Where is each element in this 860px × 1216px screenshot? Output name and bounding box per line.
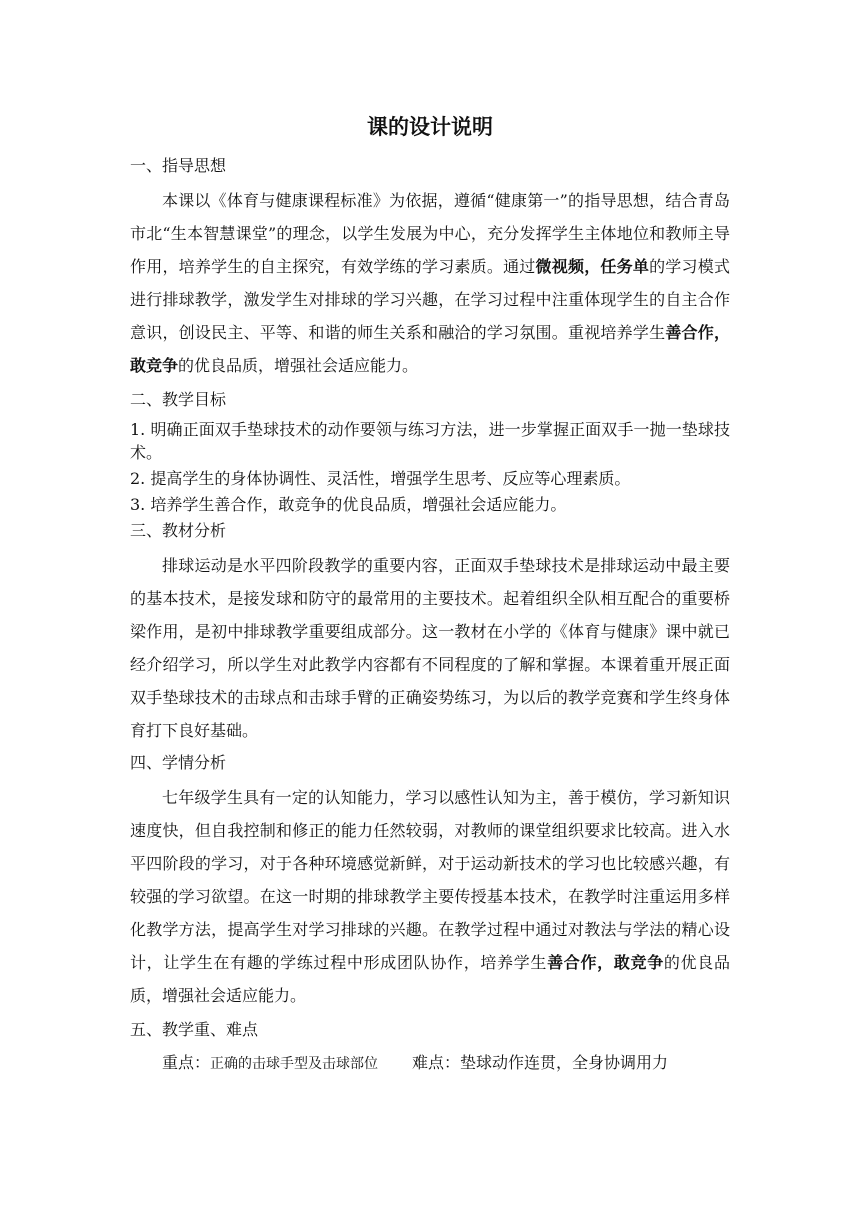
- bold-run: 善合作，敢竞争: [130, 323, 730, 375]
- key-point-value: 正确的击球手型及击球部位: [210, 1056, 379, 1072]
- text-run: 本课以《体育与健康课程标准》为依据，遵循“健康第一”的指导思想，结合青岛市北“生本智慧课堂”的理念，以学生发展为中心，充分发挥学生主体地位和教师主导作用，培养学生的自主探究，有效学练的学习素质。通过: [130, 191, 730, 276]
- student-analysis-paragraph: [130, 781, 730, 1012]
- material-analysis-paragraph: 排球运动是水平四阶段教学的重要内容，正面双手垫球技术是排球运动中最主要的基本技术，是接发球和防守的最常用的主要技术。起着组织全队相互配合的重要桥梁作用，是初中排球教学重要组成部分。这一教材在小学的《体育与健康》课中就已经介绍学习，所以学生对此教学内容都有不同程度的了解和掌握。本课着重开展正面双手垫球技术的击球点和击球手臂的正确姿势练习，为以后的教学竞赛和学生终身体育打下良好基础。: [130, 556, 730, 740]
- guiding-ideology-paragraph: [130, 184, 730, 382]
- section-heading-guiding-ideology: 一、指导思想: [130, 156, 227, 175]
- goal-item-1: 1. 明确正面双手垫球技术的动作要领与练习方法，进一步掌握正面双手一抛一垫球技术。: [130, 420, 730, 462]
- bold-run: 微视频，任务单: [535, 257, 650, 276]
- key-point-label: 重点：: [162, 1053, 211, 1072]
- section-heading-material-analysis: 三、教材分析: [130, 521, 227, 540]
- goal-item-3: 3. 培养学生善合作，敢竞争的优良品质，增强社会适应能力。: [130, 495, 567, 514]
- bold-run: 善合作，敢竞争: [547, 953, 664, 972]
- difficult-point-label: 难点：: [412, 1053, 461, 1072]
- text-run: 的学习模式进行排球教学，激发学生对排球的学习兴趣，在学习过程中注重体现学生的自主合作意识，创设民主、平等、和谐的师生关系和融洽的学习氛围。重视培养学生: [130, 257, 730, 342]
- text-run: 七年级学生具有一定的认知能力，学习以感性认知为主，善于模仿，学习新知识速度快，但自我控制和修正的能力任然较弱，对教师的课堂组织要求比较高。进入水平四阶段的学习，对于各种环境感觉新鲜，对于运动新技术的学习也比较感兴趣，有较强的学习欲望。在这一时期的排球教学主要传授基本技术，在教学时注重运用多样化教学方法，提高学生对学习排球的兴趣。在教学过程中通过对教法与学法的精心设计，让学生在有趣的学练过程中形成团队协作，培养学生: [130, 788, 730, 972]
- text-run: 的优良品质，增强社会适应能力。: [178, 356, 419, 375]
- section-heading-student-analysis: 四、学情分析: [130, 753, 227, 772]
- section-heading-teaching-goals: 二、教学目标: [130, 390, 227, 409]
- key-difficult-points-line: [130, 1048, 730, 1079]
- goal-item-2: 2. 提高学生的身体协调性、灵活性，增强学生思考、反应等心理素质。: [130, 469, 631, 488]
- text-run: 的优良品质，增强社会适应能力。: [130, 953, 730, 1005]
- difficult-point-value: 垫球动作连贯，全身协调用力: [460, 1053, 669, 1072]
- document-title: 课的设计说明: [367, 114, 493, 139]
- section-heading-key-difficult-points: 五、教学重、难点: [130, 1020, 259, 1039]
